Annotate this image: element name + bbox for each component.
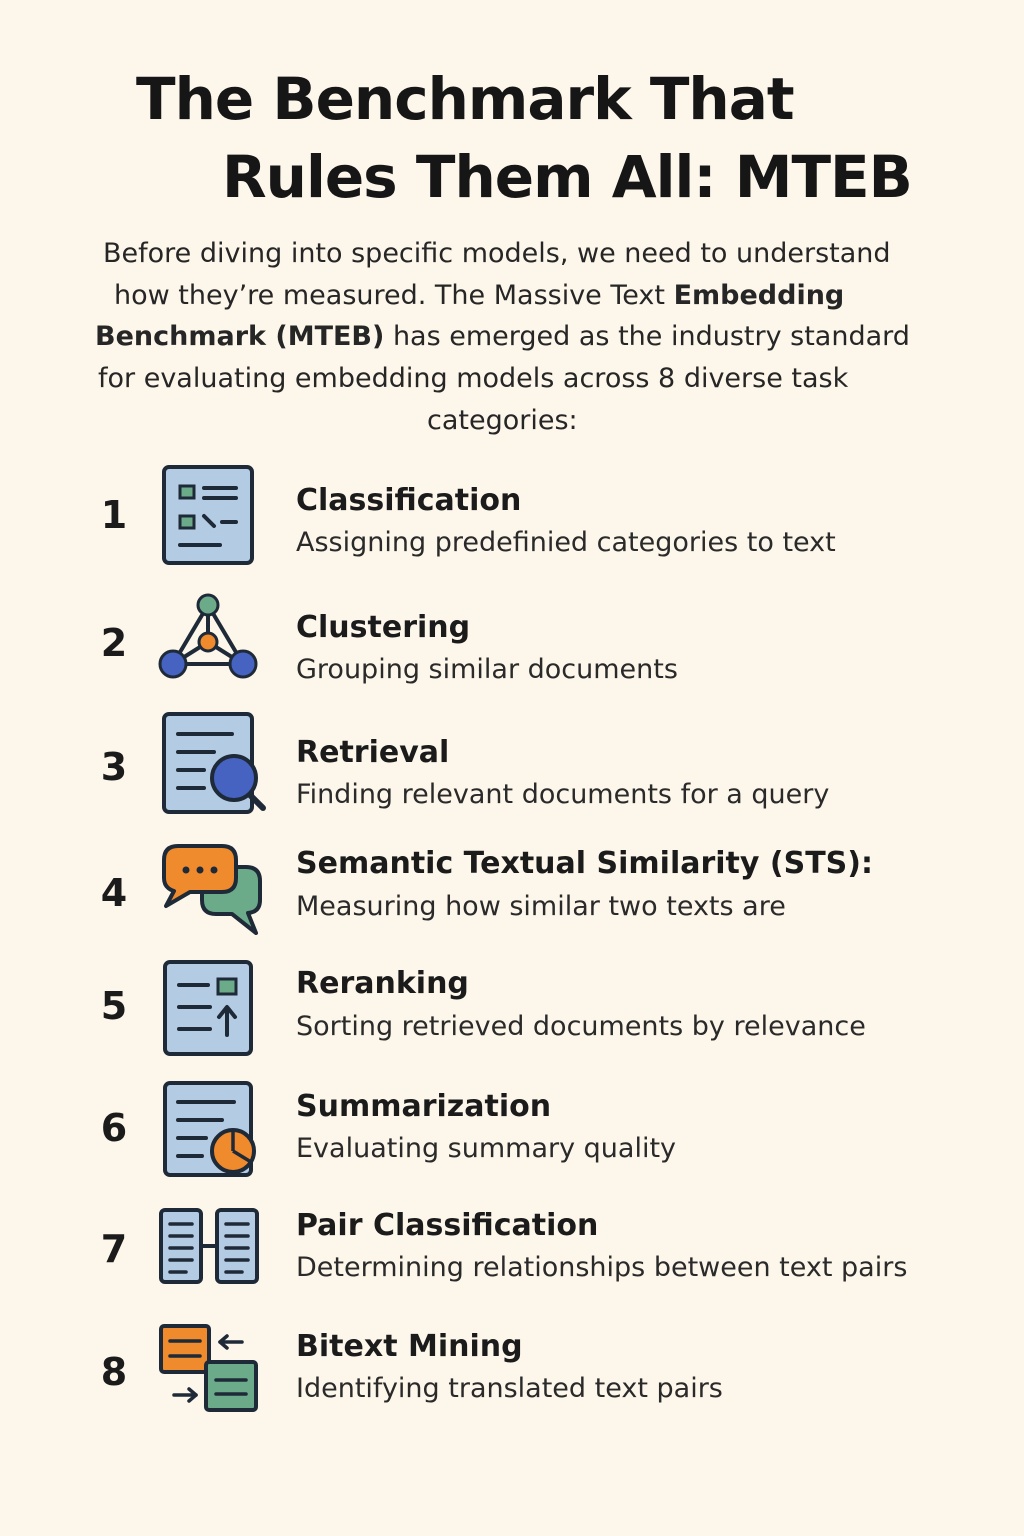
task-description: Identifying translated text pairs [296, 1373, 723, 1404]
paired-documents-icon [150, 1196, 270, 1306]
task-number: 1 [100, 493, 128, 537]
intro-text: has emerged as the industry standard [384, 321, 910, 352]
task-item-retrieval [0, 710, 1024, 820]
task-description: Assigning predefinied categories to text [296, 527, 836, 558]
task-description: Sorting retrieved documents by relevance [296, 1011, 866, 1042]
translation-exchange-icon [150, 1316, 270, 1426]
task-title: Classification [296, 483, 522, 518]
task-item-semantic-textual-similarity [0, 836, 1024, 946]
task-item-classification [0, 460, 1024, 570]
task-title: Reranking [296, 966, 469, 1001]
intro-emphasis: Benchmark (MTEB) [95, 321, 385, 352]
task-description: Finding relevant documents for a query [296, 779, 830, 810]
task-number: 5 [100, 984, 128, 1028]
task-number: 6 [100, 1106, 128, 1150]
intro-emphasis: Embedding [673, 280, 845, 311]
rerank-list-icon [150, 955, 270, 1065]
task-description: Grouping similar documents [296, 654, 678, 685]
task-item-summarization [0, 1074, 1024, 1184]
task-title: Retrieval [296, 735, 450, 770]
classification-icon [150, 460, 270, 570]
intro-line-2 [114, 282, 844, 309]
task-number: 4 [100, 871, 128, 915]
title-line-1: The Benchmark That [136, 65, 794, 133]
task-number: 8 [100, 1350, 128, 1394]
task-description: Evaluating summary quality [296, 1133, 677, 1164]
task-number: 2 [100, 621, 128, 665]
document-search-icon [150, 710, 270, 820]
task-description: Measuring how similar two texts are [296, 891, 786, 922]
intro-line-3 [95, 323, 910, 350]
task-description: Determining relationships between text pairs [296, 1252, 908, 1283]
intro-text: how they’re measured. The Massive Text [114, 280, 674, 311]
task-title: Summarization [296, 1089, 552, 1124]
intro-line-5: categories: [427, 405, 578, 436]
task-item-bitext-mining [0, 1316, 1024, 1426]
task-title: Clustering [296, 610, 471, 645]
task-item-reranking [0, 955, 1024, 1065]
task-item-pair-classification [0, 1196, 1024, 1306]
clustering-network-icon [150, 588, 270, 698]
task-title: Semantic Textual Similarity (STS): [296, 846, 873, 881]
intro-line-1: Before diving into specific models, we need to understand [103, 238, 891, 269]
task-number: 7 [100, 1227, 128, 1271]
task-item-clustering [0, 588, 1024, 698]
task-title: Bitext Mining [296, 1329, 523, 1364]
task-title: Pair Classification [296, 1208, 599, 1243]
document-pie-chart-icon [150, 1074, 270, 1184]
chat-bubbles-icon [150, 836, 270, 946]
title-line-2: Rules Them All: MTEB [222, 143, 912, 211]
task-number: 3 [100, 745, 128, 789]
intro-line-4: for evaluating embedding models across 8 diverse task [98, 363, 849, 394]
